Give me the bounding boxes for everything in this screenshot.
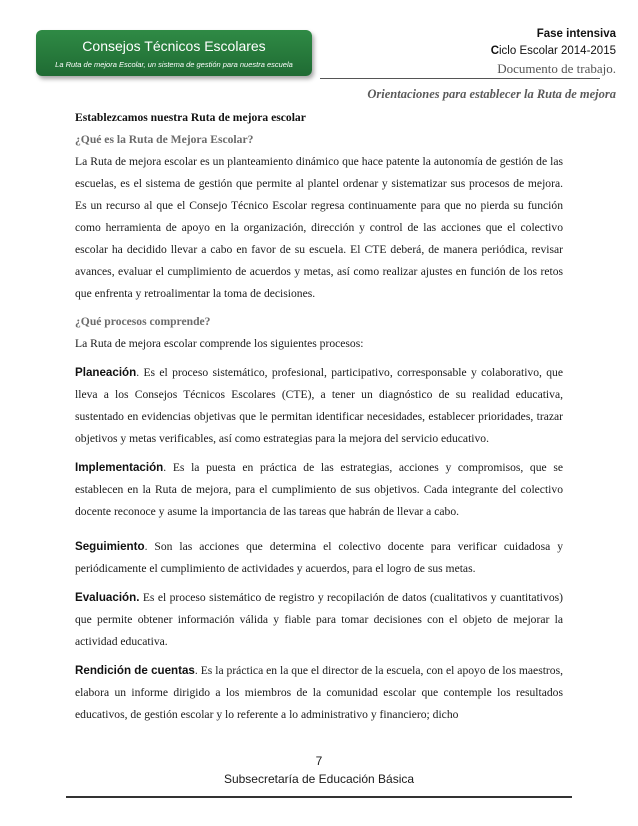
process-term: Implementación [75,461,164,474]
process-term: Planeación [75,366,137,379]
process-implementacion [75,457,563,523]
process-rendicion [75,660,563,726]
paragraph-definition: La Ruta de mejora escolar es un planteamiento dinámico que hace patente la autonomía de gestión de las escuelas, es el sistema de gestión que permite al plantel ordenar y sistematizar sus procesos de mejora. Es un recurso al que el Consejo Técnico Escolar regresa continuamente para que no pierda su función como herramienta de apoyo en la organización, dirección y control de las acciones que el colectivo escolar ha decidido llevar a cabo en favor de su escuela. El CTE deberá, de manera periódica, revisar avances, evaluar el cumplimiento de acuerdos y metas, así como realizar ajustes en función de los retos que enfrenta y retroalimentar la toma de decisiones. [75,155,563,300]
process-text: Es el proceso sistemático de registro y recopilación de datos (cualitativos y cuantitativos) que permite obtener información válida y fiable para tomar decisiones con el objeto de mejorar la actividad educativa. [75,591,563,648]
cycle-label [491,43,616,60]
question-heading-2: ¿Qué procesos comprende? [75,315,211,328]
footer-divider [66,796,572,798]
process-text: . Son las acciones que determina el colectivo docente para verificar cuidadosa y periódicamente el cumplimiento de actividades y acuerdos, para el logro de sus metas. [75,540,563,575]
question-heading-1: ¿Qué es la Ruta de Mejora Escolar? [75,133,254,146]
document-label: Documento de trabajo. [497,61,616,76]
process-text: . Es el proceso sistemático, profesional, participativo, corresponsable y colaborativo, que lleva a los Consejos Técnicos Escolares (CTE), a tener un diagnóstico de su realidad educativa, sustentado en evidencias objetivas que le permitan identificar necesidades, establecer prioridades, trazar objetivos y metas verificables, así como estrategias para la mejora del servicio educativo. [75,366,563,445]
cycle-rest: iclo Escolar 2014-2015 [499,45,616,57]
header-banner [36,30,312,76]
header-divider [320,78,600,79]
process-evaluacion [75,587,563,653]
main-heading: Establezcamos nuestra Ruta de mejora escolar [75,111,306,124]
process-term: Evaluación. [75,591,140,604]
banner-subtitle: La Ruta de mejora Escolar, un sistema de gestión para nuestra escuela [55,60,293,69]
banner-title: Consejos Técnicos Escolares [82,38,266,54]
page-number: 7 [315,754,323,768]
section-title: Orientaciones para establecer la Ruta de mejora [367,87,616,101]
process-term: Rendición de cuentas [75,664,195,677]
header-right [491,26,616,77]
footer-text: Subsecretaría de Educación Básica [223,772,415,786]
process-planeacion [75,362,563,450]
process-seguimiento [75,536,563,580]
page-content [75,107,563,726]
process-text: . Es la práctica en la que el director de la escuela, con el apoyo de los maestros, elabora un informe dirigido a los miembros de la comunidad escolar que contemple los resultados educativos, de gestión escolar y lo referente a lo administrativo y financiero; dicho [75,664,563,721]
phase-label: Fase intensiva [536,28,616,40]
process-text: . Es la puesta en práctica de las estrategias, acciones y compromisos, que se establecen en la Ruta de mejora, para el cumplimiento de sus objetivos. Cada integrante del colectivo docente reconoce y asume la importancia de las tareas que habrán de llevar a cabo. [75,461,563,518]
cycle-initial: C [490,45,499,57]
paragraph-intro: La Ruta de mejora escolar comprende los siguientes procesos: [75,337,364,350]
process-term: Seguimiento [75,540,145,553]
